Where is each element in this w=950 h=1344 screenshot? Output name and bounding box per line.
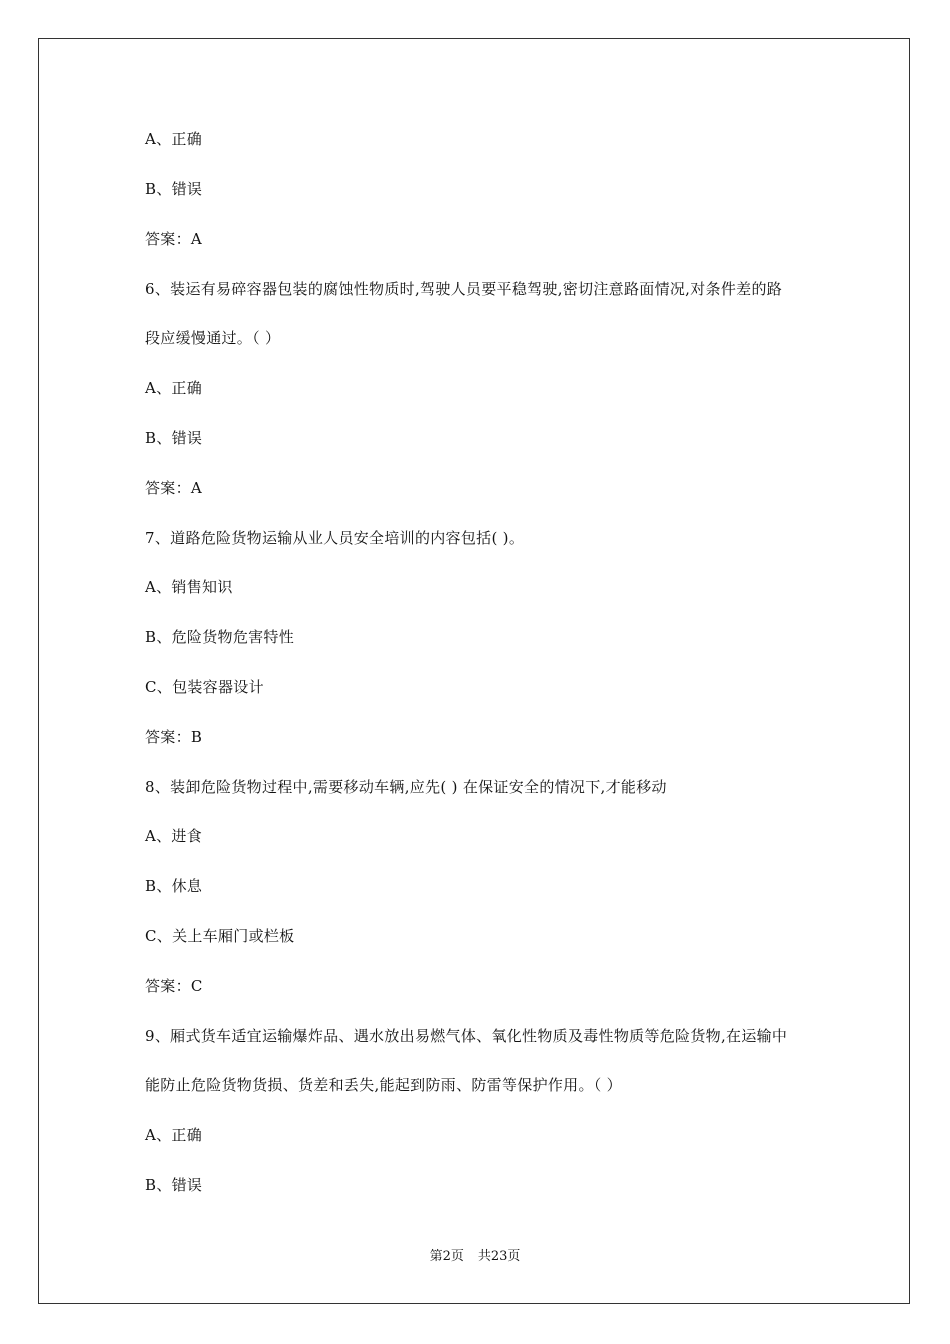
question-line: 7、道路危险货物运输从业人员安全培训的内容包括( )。 (145, 529, 525, 547)
answer-line: 答案：C (145, 977, 203, 995)
option-line: B、错误 (145, 429, 203, 447)
answer-line: 答案：A (145, 230, 203, 248)
answer-line: 答案：B (145, 728, 203, 746)
option-line: B、危险货物危害特性 (145, 628, 295, 646)
option-line: A、正确 (145, 379, 203, 397)
page-number: 第2页 (429, 1249, 464, 1264)
question-line: 9、厢式货车适宜运输爆炸品、遇水放出易燃气体、氧化性物质及毒性物质等危险货物,在运输中 (145, 1027, 788, 1045)
page-border (38, 38, 910, 1304)
question-line: 能防止危险货物货损、货差和丢失,能起到防雨、防雷等保护作用。（ ） (145, 1076, 622, 1094)
option-line: C、包装容器设计 (145, 678, 264, 696)
option-line: A、正确 (145, 130, 203, 148)
question-line: 8、装卸危险货物过程中,需要移动车辆,应先( ) 在保证安全的情况下,才能移动 (145, 778, 667, 796)
option-line: B、错误 (145, 1176, 203, 1194)
page-footer (0, 1248, 950, 1266)
option-line: B、休息 (145, 877, 203, 895)
question-line: 6、装运有易碎容器包装的腐蚀性物质时,驾驶人员要平稳驾驶,密切注意路面情况,对条件差的路 (145, 280, 783, 298)
question-line: 段应缓慢通过。（ ） (145, 329, 281, 347)
option-line: A、销售知识 (145, 578, 233, 596)
option-line: B、错误 (145, 180, 203, 198)
option-line: C、关上车厢门或栏板 (145, 927, 295, 945)
page-total: 共23页 (477, 1249, 521, 1264)
option-line: A、进食 (145, 827, 203, 845)
answer-line: 答案：A (145, 479, 203, 497)
option-line: A、正确 (145, 1126, 203, 1144)
